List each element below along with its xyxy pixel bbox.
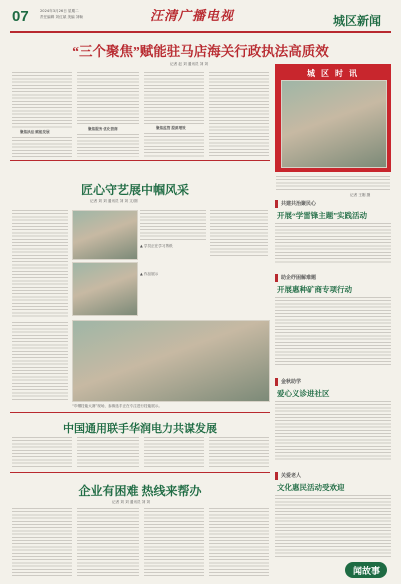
right-item-1-title: 开展“学雷锋主题”实践活动 [277, 211, 367, 220]
bottom-byline: 记者 刘 刘 通讯员 刘 刘 [112, 500, 151, 504]
main-col-3b [144, 133, 204, 157]
feature-big-photo [72, 320, 270, 402]
main-subhead-2: 聚焦服务 优化营商 [88, 127, 118, 131]
bottom-col-4 [209, 508, 269, 578]
right-column [275, 198, 391, 580]
right-item-4-mark [275, 472, 278, 480]
page-number: 07 [12, 8, 29, 25]
main-col-1 [12, 72, 72, 128]
main-col-2 [77, 72, 139, 124]
right-item-3-body [275, 401, 391, 461]
right-item-4-title: 文化惠民活动受欢迎 [277, 483, 345, 492]
main-byline: 记者 赵 刘 通讯员 刘 刘 [170, 62, 209, 66]
feature-photo-1 [72, 210, 138, 260]
editors-line: 责任编辑 刘红斌 美编 刘畅 [40, 15, 83, 19]
sidebar-credit: 记者 王刚 摄 [350, 193, 371, 197]
main-col-3 [144, 72, 204, 124]
divider-feature [10, 412, 270, 413]
right-item-2-title: 开展惠种矿商专项行动 [277, 285, 352, 294]
right-item-2-mark [275, 274, 278, 282]
lower-col-3 [144, 437, 204, 467]
main-col-4 [209, 72, 269, 157]
main-headline: “三个聚焦”赋能驻马店海关行政执法高质效 [72, 44, 329, 59]
lower-col-4 [209, 437, 269, 467]
sidebar-photo [281, 80, 387, 168]
main-col-2b [77, 134, 139, 157]
right-item-1-body [275, 223, 391, 263]
footer-badge-label: 闻故事 [353, 566, 381, 576]
bottom-headline: 企业有困难 热线来帮办 [78, 484, 202, 498]
right-item-1-kicker: 共建共治聚民心 [281, 202, 317, 207]
feature-photo-caption-2: ▲ 作品展示 [140, 272, 159, 276]
lower-col-1 [12, 437, 72, 467]
lower-headline: 中国通用联手华润电力共谋发展 [63, 423, 217, 435]
main-col-1b [12, 137, 72, 157]
paper-logo: 汪清广播电视 [150, 8, 235, 23]
right-item-4-body [275, 495, 391, 557]
right-item-3-kicker: 金秋助学 [281, 380, 302, 385]
feature-col-2 [140, 210, 206, 240]
main-subhead-1: 聚焦执法 赋能发展 [20, 130, 50, 134]
feature-byline: 记者 刘 刘 通讯员 刘 刘 文/图 [90, 199, 138, 203]
right-item-2-body [275, 297, 391, 367]
masthead-rule [10, 31, 391, 33]
feature-headline: 匠心守艺展中帼风采 [80, 183, 189, 197]
feature-col-1 [12, 210, 68, 318]
divider-main [10, 160, 270, 161]
feature-col-1b [12, 322, 68, 402]
footer-badge [345, 562, 387, 578]
right-item-3-title: 爱心义诊进社区 [277, 389, 330, 398]
feature-photo-caption-1: ▲ 学员正在学习剪纸 [140, 244, 173, 248]
main-subhead-3: 聚焦监管 提质增效 [156, 126, 186, 130]
date-line: 2024年3月26日 星期二 [40, 9, 79, 13]
divider-lower [10, 472, 270, 473]
right-item-3-mark [275, 378, 278, 386]
feature-big-caption: “巾帼技能大赛”现场，参赛选手正在专注进行技能展示。 [72, 404, 162, 408]
lower-col-2 [77, 437, 139, 467]
bottom-col-1 [12, 508, 72, 578]
feature-photo-2 [72, 262, 138, 316]
sidebar-banner-label: 城 区 时 讯 [307, 69, 359, 78]
right-item-4-kicker: 关爱老人 [281, 474, 302, 479]
right-item-1-mark [275, 200, 278, 208]
bottom-col-3 [144, 508, 204, 578]
section-title: 城区新闻 [333, 14, 382, 28]
masthead [0, 0, 401, 34]
feature-col-3 [210, 210, 268, 258]
sidebar-caption-lines [276, 176, 390, 190]
right-item-2-kicker: 助企纾困解难题 [281, 276, 317, 281]
bottom-col-2 [77, 508, 139, 578]
